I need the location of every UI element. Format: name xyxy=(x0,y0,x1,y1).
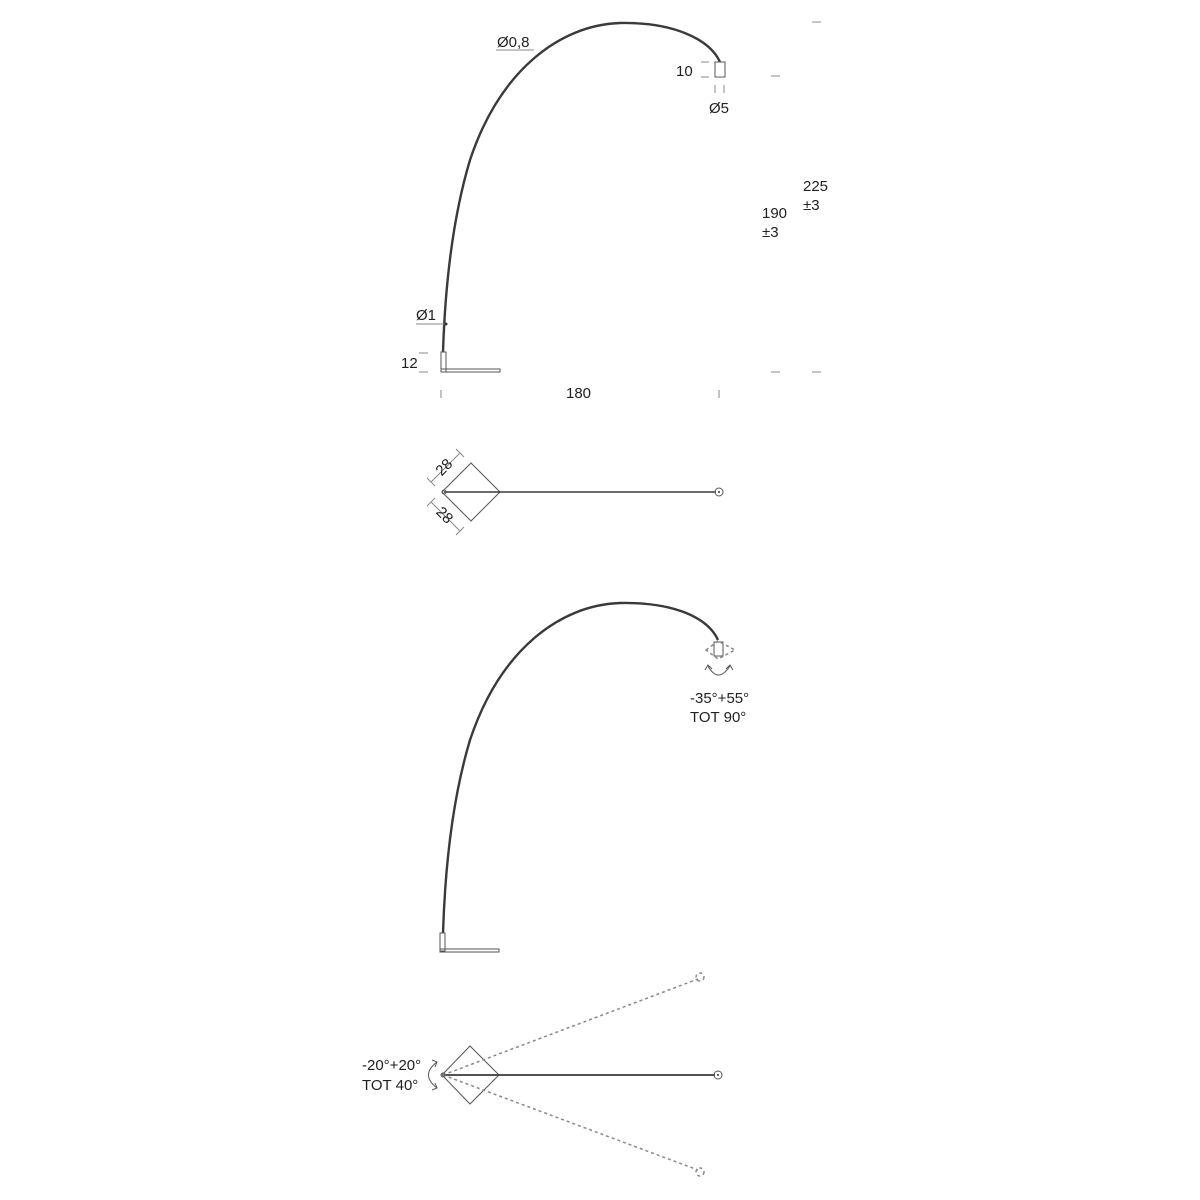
height-b-value: 225 xyxy=(803,178,829,195)
arm-swing-upper xyxy=(443,979,698,1075)
arm-swing-lower xyxy=(443,1075,698,1170)
arm-rotation-view xyxy=(429,973,723,1176)
height-b-tolerance: ±3 xyxy=(803,197,820,214)
diameter-top-label: Ø0,8 xyxy=(497,34,530,51)
head-rotation-arrow xyxy=(708,666,730,675)
side-view xyxy=(416,22,821,398)
base-side-label-upper: 28 xyxy=(432,455,457,480)
arm-rotation-total: TOT 40° xyxy=(362,1077,419,1094)
lamp-arm-2 xyxy=(443,603,718,933)
base-side-label-lower: 28 xyxy=(432,503,457,528)
base-height-label: 12 xyxy=(401,355,418,372)
lamp-head xyxy=(715,62,725,77)
diameter-bottom-dot xyxy=(445,323,448,326)
head-rotation-range: -35°+55° xyxy=(690,690,750,707)
diameter-bottom-label: Ø1 xyxy=(416,307,437,324)
lamp-head-2 xyxy=(714,642,723,656)
head-center-dot xyxy=(717,1074,719,1076)
base-plate xyxy=(441,369,500,372)
arm-rotation-range: -20°+20° xyxy=(362,1057,422,1074)
head-top-dot xyxy=(718,491,720,493)
reach-label: 180 xyxy=(566,385,592,402)
head-rotation-view xyxy=(440,603,735,952)
base-upright-2 xyxy=(440,933,445,951)
height-a-tolerance: ±3 xyxy=(762,224,779,241)
head-height-label: 10 xyxy=(676,63,693,80)
height-a-value: 190 xyxy=(762,205,788,222)
base-plate-2 xyxy=(440,949,499,952)
head-diameter-label: Ø5 xyxy=(709,100,730,117)
head-rotation-total: TOT 90° xyxy=(690,709,747,726)
top-view xyxy=(427,449,723,535)
